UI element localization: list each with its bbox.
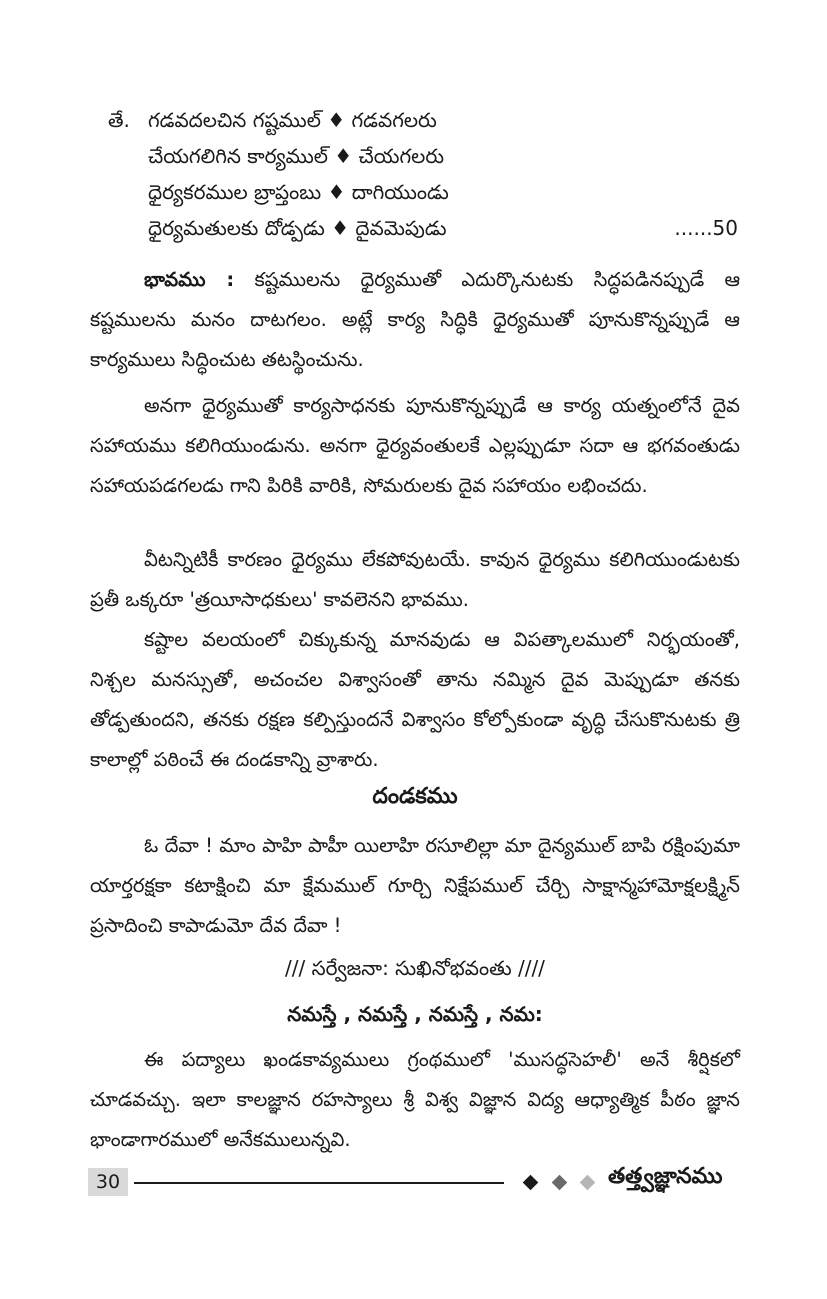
diamond-icon [580, 1175, 596, 1191]
bhavamu-label: భావము : [144, 268, 235, 291]
poem-row-4 [108, 210, 738, 246]
paragraph-2: వీటన్నిటికీ కారణం ధైర్యము లేకపోవుటయే. కావున ధైర్యము కలిగియుండుటకు ప్రతీ ఒక్కరూ 'త్రయీసాధకులు' కావలెనని భావము. [90, 548, 740, 611]
closing-paragraph: ఈ పద్యాలు ఖండకావ్యములు గ్రంథములో 'ముసద్ధసెహలీ' అనే శీర్షికలో చూడవచ్చు. ఇలా కాలజ్ఞాన రహస్యాలు శ్రీ విశ్వ విజ్ఞాన విద్య ఆధ్యాత్మిక పీఠం జ్ఞాన భాండాగారములో అనేకములున్నవి. [90, 1048, 740, 1151]
section-heading: దండకము [372, 784, 458, 809]
paragraph-1: అనగా ధైర్యముతో కార్యసాధనకు పూనుకొన్నప్పుడే ఆ కార్య యత్నంలోనే దైవ సహాయము కలిగియుండును. అనగా ధైర్యవంతులకే ఎల్లప్పుడూ సదా ఆ భగవంతుడు సహాయపడగలడు గాని పిరికి వారికి, సోమరులకు దైవ సహాయం లభించదు. [90, 394, 740, 497]
paragraph-3: కష్టాల వలయంలో చిక్కుకున్న మానవుడు ఆ విపత్కాలములో నిర్భయంతో, నిశ్చల మనస్సుతో, అచంచల విశ్వాసంతో తాను నమ్మిన దైవ మెప్పుడూ తనకు తోడ్పతుందని, తనకు రక్షణ కల్పిస్తుందనే విశ్వాసం కోల్పోకుండా వృద్ధి చేసుకొనుటకు త్రి కాలాల్లో పఠించే ఈ దండకాన్ని వ్రాశారు. [90, 628, 740, 771]
poem-line: ధైర్యకరముల బ్రాప్తంబు ♦ దాగియుండు [148, 180, 449, 204]
bhavamu-text: కష్టములను ధైర్యముతో ఎదుర్కొనుటకు సిద్ధపడినప్పుడే ఆ కష్టములను మనం దాటగలం. అట్లే కార్య సిద్ధికి ధైర్యముతో పూనుకొన్నప్పుడే ఆ కార్యములు సిద్ధించుట తటస్థించును. [90, 268, 740, 371]
poem-meter-marker: తే. [108, 108, 130, 132]
dandakam-paragraph: ఓ దేవా ! మాం పాహి పాహీ యిలాహి రసూలిల్లా మా దైన్యముల్ బాపి రక్షింపుమా యార్తరక్షకా కటాక్షించి మా క్షేమముల్ గూర్చి నిక్షేపముల్ చేర్చి సాక్షాన్మహామోక్షలక్ష్మిన్ ప్రసాదించి కాపాడుమో దేవ దేవా ! [90, 834, 740, 937]
book-title: తత్త్వజ్ఞానము [608, 1164, 723, 1189]
poem-stanza [108, 102, 738, 246]
namaste-line: నమస్తే , నమస్తే , నమస్తే , నమ: [287, 1002, 543, 1026]
poem-line: ధైర్యమతులకు దోడ్పడు ♦ దైవమెపుడు [148, 216, 447, 240]
poem-line: గడవదలచిన గష్టముల్ ♦ గడవగలరు [148, 108, 437, 132]
page-footer [88, 1164, 740, 1198]
poem-row-3 [108, 174, 738, 210]
page-number: 30 [88, 1168, 128, 1196]
poem-number: ......50 [674, 216, 738, 240]
poem-line: చేయగలిగిన కార్యముల్ ♦ చేయగలరు [148, 144, 445, 168]
diamond-icon [552, 1175, 568, 1191]
blessing-line: /// సర్వేజనా: సుఖినోభవంతు //// [285, 956, 545, 980]
bhavamu-paragraph [90, 260, 740, 380]
poem-row-2 [108, 138, 738, 174]
poem-row-1 [108, 102, 738, 138]
footer-rule [134, 1182, 504, 1184]
diamond-icon [523, 1175, 539, 1191]
